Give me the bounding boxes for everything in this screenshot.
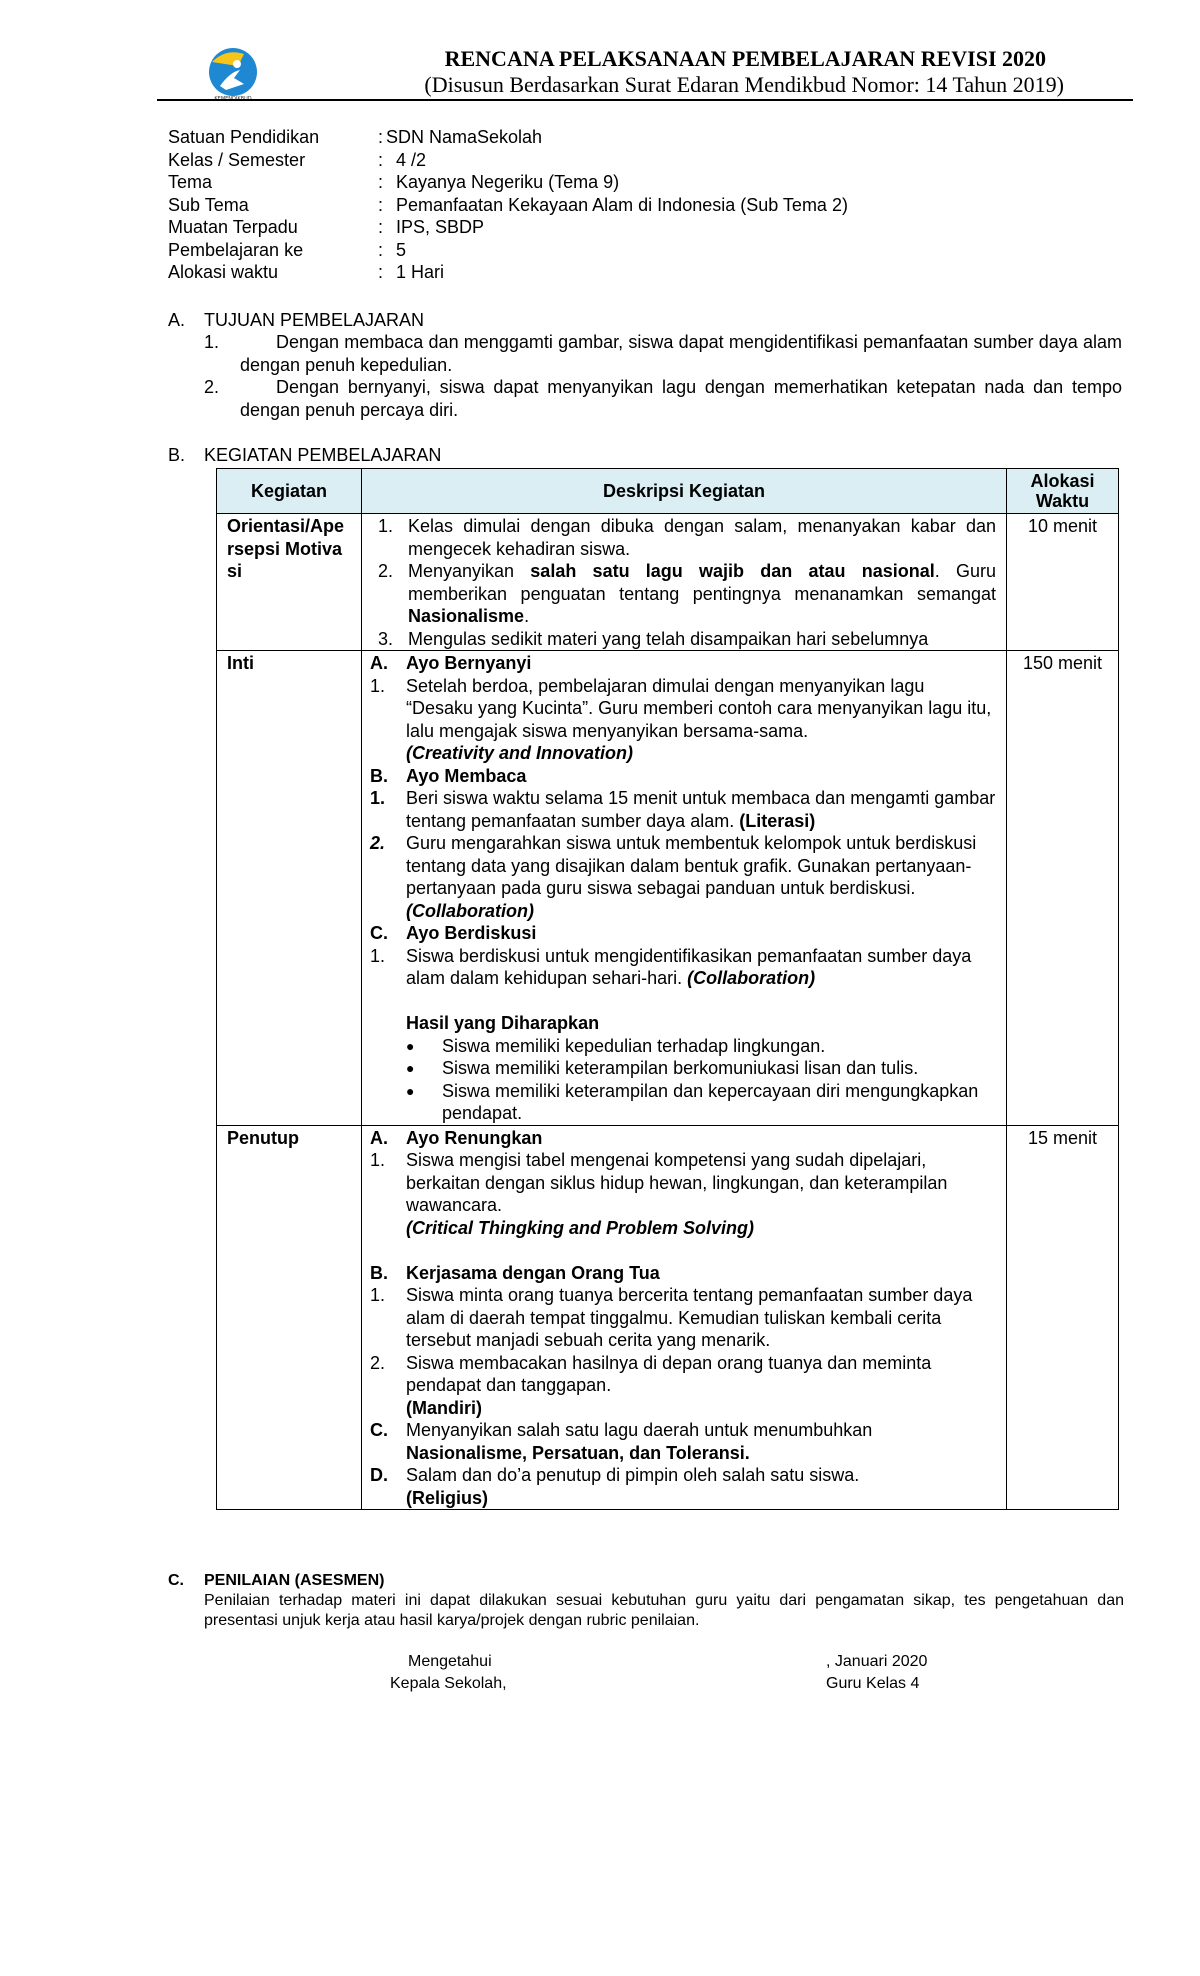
item-tag: (Religius)	[406, 1487, 489, 1508]
list-item	[370, 832, 996, 922]
subheading-title: Ayo Renungkan	[406, 1127, 543, 1148]
penilaian-text: Penilaian terhadap materi ini dapat dilakukan sesuai kebutuhan guru yaitu dari pengamatan sikap, tes pengetahuan dan presentasi unjuk kerja atau hasil karya/projek dengan rubric penilaian.	[204, 1592, 1124, 1629]
kegiatan-inti: Inti	[217, 651, 362, 1126]
item-text-part: Siswa mengisi tabel mengenai kompetensi yang sudah dipelajari, berkaitan dengan siklus hidup hewan, lingkungan, dan keterampilan wawancara.	[406, 1150, 948, 1215]
identity-colon: :	[378, 239, 384, 260]
identity-row	[168, 216, 848, 239]
list-item	[370, 945, 996, 990]
item-text: Siswa minta orang tuanya bercerita tentang pemanfaatan sumber daya alam di daerah tempat tinggalmu. Kemudian tuliskan kembali cerita tersebut manjadi sebuah cerita yang menarik.	[406, 1285, 973, 1350]
item-tag: (Collaboration)	[687, 968, 816, 988]
item-tag: (Creativity and Innovation)	[406, 743, 634, 763]
table-row-penutup	[217, 1125, 1119, 1510]
identity-colon: :	[378, 194, 384, 215]
identity-row	[168, 194, 848, 217]
item-text-part: Siswa berdiskusi untuk mengidentifikasikan pemanfaatan sumber daya alam dalam kehidupan sehari-hari.	[406, 945, 972, 988]
list-item	[370, 1464, 996, 1509]
kegiatan-orientasi: Orientasi/Apersepsi Motivasi	[217, 514, 362, 651]
list-item	[370, 515, 996, 560]
bullet-icon: ●	[406, 1082, 415, 1099]
subheading	[370, 1262, 996, 1285]
deskripsi-penutup	[362, 1125, 1007, 1510]
item-number: 1.	[370, 945, 386, 966]
tujuan-item	[204, 376, 1122, 421]
identity-value: Kayanya Negeriku (Tema 9)	[396, 172, 620, 192]
table-header-row	[217, 469, 1119, 514]
alokasi-inti: 150 menit	[1007, 651, 1119, 1126]
subheading	[370, 1127, 996, 1150]
signature-right-line1: , Januari 2020	[826, 1653, 928, 1670]
item-text	[406, 1149, 996, 1239]
section-a-title: TUJUAN PEMBELAJARAN	[204, 310, 425, 330]
item-number: 2.	[370, 1352, 386, 1373]
subheading	[370, 922, 996, 945]
item-letter: C.	[370, 1420, 388, 1440]
item-text	[406, 787, 996, 832]
item-text-part: Menyanyikan	[408, 561, 531, 581]
subheading-title: Kerjasama dengan Orang Tua	[406, 1262, 660, 1283]
tujuan-item	[204, 331, 1122, 376]
table-row-inti	[217, 651, 1119, 1126]
subheading-letter: C.	[370, 923, 388, 943]
kegiatan-penutup: Penutup	[217, 1125, 362, 1510]
identity-label: Sub Tema	[168, 194, 249, 215]
document-title: RENCANA PELAKSANAAN PEMBELAJARAN REVISI 2020	[444, 46, 1046, 71]
list-item	[370, 675, 996, 765]
item-text	[408, 560, 996, 628]
tujuan-number: 2.	[204, 377, 220, 397]
header-kegiatan: Kegiatan	[217, 469, 362, 514]
hasil-text: Siswa memiliki kepedulian terhadap lingkungan.	[442, 1035, 826, 1056]
identity-value: 4 /2	[396, 149, 427, 170]
item-text-part: Setelah berdoa, pembelajaran dimulai dengan menyanyikan lagu “Desaku yang Kucinta”. Guru memberi contoh cara menyanyikan lagu itu, lalu mengajak siswa menyanyikan bersama-sama.	[406, 675, 992, 741]
header-deskripsi: Deskripsi Kegiatan	[362, 469, 1007, 514]
header-divider	[157, 99, 1133, 101]
subheading-letter: B.	[370, 1262, 388, 1283]
signature-left-line2: Kepala Sekolah,	[390, 1675, 507, 1692]
identity-value: Pemanfaatan Kekayaan Alam di Indonesia (Sub Tema 2)	[396, 194, 848, 215]
identity-row	[168, 261, 848, 284]
identity-value: IPS, SBDP	[396, 217, 485, 237]
item-text	[406, 1464, 996, 1509]
list-item	[370, 787, 996, 832]
subheading-title: Ayo Berdiskusi	[406, 923, 537, 943]
identity-label: Pembelajaran ke	[168, 239, 304, 260]
item-number: 1.	[370, 1150, 386, 1170]
identity-label: Satuan Pendidikan	[168, 127, 320, 147]
identity-row	[168, 126, 848, 149]
item-text	[406, 832, 996, 922]
item-text	[406, 1352, 996, 1420]
list-item	[370, 1149, 996, 1239]
identity-colon: :	[378, 172, 384, 192]
identity-label: Kelas / Semester	[168, 149, 306, 170]
item-tag: (Collaboration)	[406, 900, 534, 921]
item-text	[406, 945, 996, 990]
item-text-part: Salam dan do’a penutup di pimpin oleh salah satu siswa.	[406, 1465, 860, 1485]
identity-colon: :	[378, 217, 384, 237]
list-item	[370, 560, 996, 628]
tujuan-list	[204, 331, 1122, 421]
identity-colon: :	[378, 149, 384, 170]
subheading-letter: A.	[370, 653, 388, 673]
identity-value: SDN NamaSekolah	[386, 127, 543, 147]
subheading-letter: A.	[370, 1127, 388, 1148]
identity-colon: :	[378, 262, 384, 282]
hasil-text: Siswa memiliki keterampilan berkomuniukasi lisan dan tulis.	[442, 1058, 919, 1078]
item-text-bold: Nasionalisme, Persatuan, dan Toleransi.	[406, 1442, 750, 1463]
item-number: 1.	[378, 516, 394, 536]
identity-row	[168, 239, 848, 262]
item-text-bold: Nasionalisme	[408, 606, 525, 626]
header-alokasi: Alokasi Waktu	[1007, 469, 1119, 514]
hasil-item	[370, 1057, 996, 1080]
hasil-title: Hasil yang Diharapkan	[406, 1013, 600, 1033]
item-tag: (Mandiri)	[406, 1397, 482, 1418]
hasil-text: Siswa memiliki keterampilan dan kepercayaan diri mengungkapkan pendapat.	[442, 1080, 979, 1123]
item-number: 1.	[370, 675, 386, 696]
item-text-part: .	[524, 606, 530, 626]
section-a-letter: A.	[168, 310, 186, 330]
bullet-icon: ●	[406, 1060, 415, 1076]
item-text-part: . Guru memberikan penguatan tentang pentingnya menanamkan semangat	[408, 561, 996, 604]
subheading-title: Ayo Bernyanyi	[406, 653, 532, 673]
deskripsi-inti	[362, 651, 1007, 1126]
section-b-letter: B.	[168, 445, 186, 465]
identity-row	[168, 149, 848, 172]
identity-row	[168, 171, 848, 194]
item-text	[406, 1419, 996, 1464]
item-number: 3.	[378, 628, 394, 649]
tujuan-number: 1.	[204, 332, 220, 352]
item-letter: D.	[370, 1465, 388, 1485]
item-number: 1.	[370, 788, 386, 808]
item-text-bold: salah satu lagu wajib dan atau nasional	[530, 561, 935, 581]
kemendikbud-logo	[204, 44, 262, 102]
deskripsi-orientasi	[362, 514, 1007, 651]
item-number: 2.	[378, 561, 394, 581]
identity-block	[168, 126, 848, 284]
alokasi-penutup: 15 menit	[1007, 1125, 1119, 1510]
section-c-heading	[168, 1571, 384, 1591]
section-b-title: KEGIATAN PEMBELAJARAN	[204, 445, 442, 465]
list-item	[370, 1419, 996, 1464]
table-row-orientasi	[217, 514, 1119, 651]
item-text: Kelas dimulai dengan dibuka dengan salam, menanyakan kabar dan mengecek kehadiran siswa.	[408, 516, 996, 559]
signature-left-line1: Mengetahui	[408, 1653, 492, 1670]
section-a-heading	[168, 309, 424, 332]
subheading-letter: B.	[370, 765, 388, 786]
item-number: 1.	[370, 1285, 386, 1305]
identity-value: 1 Hari	[396, 262, 445, 282]
document-subtitle: (Disusun Berdasarkan Surat Edaran Mendikbud Nomor: 14 Tahun 2019)	[424, 72, 1064, 97]
tujuan-text: Dengan membaca dan menggamti gambar, siswa dapat mengidentifikasi pemanfaatan sumber daya alam dengan penuh kepedulian.	[240, 332, 1122, 375]
hasil-item	[370, 1080, 996, 1125]
item-text-part: Beri siswa waktu selama 15 menit untuk membaca dan mengamti gambar tentang pemanfaatan sumber daya alam.	[406, 788, 996, 831]
subheading-title: Ayo Membaca	[406, 765, 527, 786]
subheading	[370, 652, 996, 675]
section-b-heading	[168, 444, 441, 467]
list-item	[370, 628, 996, 651]
item-text	[406, 675, 996, 765]
identity-label: Muatan Terpadu	[168, 217, 298, 237]
subheading	[370, 765, 996, 788]
identity-label: Tema	[168, 172, 213, 192]
item-number: 2.	[370, 833, 386, 853]
identity-label: Alokasi waktu	[168, 262, 279, 282]
item-tag: (Literasi)	[739, 810, 816, 831]
hasil-item	[370, 1035, 996, 1058]
item-text-part: Guru mengarahkan siswa untuk membentuk kelompok untuk berdiskusi tentang data yang disajikan dalam bentuk grafik. Gunakan pertanyaan-pertanyaan pada guru siswa sebagai panduan untuk berdiskusi.	[406, 833, 977, 898]
bullet-icon: ●	[406, 1037, 415, 1054]
tujuan-text: Dengan bernyanyi, siswa dapat menyanyikan lagu dengan memerhatikan ketepatan nada dan tempo dengan penuh percaya diri.	[240, 377, 1122, 420]
section-c-title: PENILAIAN (ASESMEN)	[204, 1572, 385, 1589]
alokasi-orientasi: 10 menit	[1007, 514, 1119, 651]
item-text: Mengulas sedikit materi yang telah disampaikan hari sebelumnya	[408, 628, 929, 649]
list-item	[370, 1284, 996, 1352]
item-text-part: Menyanyikan salah satu lagu daerah untuk menumbuhkan	[406, 1420, 873, 1440]
kegiatan-table	[216, 468, 1119, 1510]
list-item	[370, 1352, 996, 1420]
identity-value: 5	[396, 239, 407, 260]
section-c-letter: C.	[168, 1572, 184, 1589]
identity-colon: :	[378, 127, 384, 147]
signature-right-line2: Guru Kelas 4	[826, 1675, 920, 1692]
item-text-part: Siswa membacakan hasilnya di depan orang tuanya dan meminta pendapat dan tanggapan.	[406, 1352, 932, 1395]
item-tag: (Critical Thingking and Problem Solving)	[406, 1217, 755, 1238]
